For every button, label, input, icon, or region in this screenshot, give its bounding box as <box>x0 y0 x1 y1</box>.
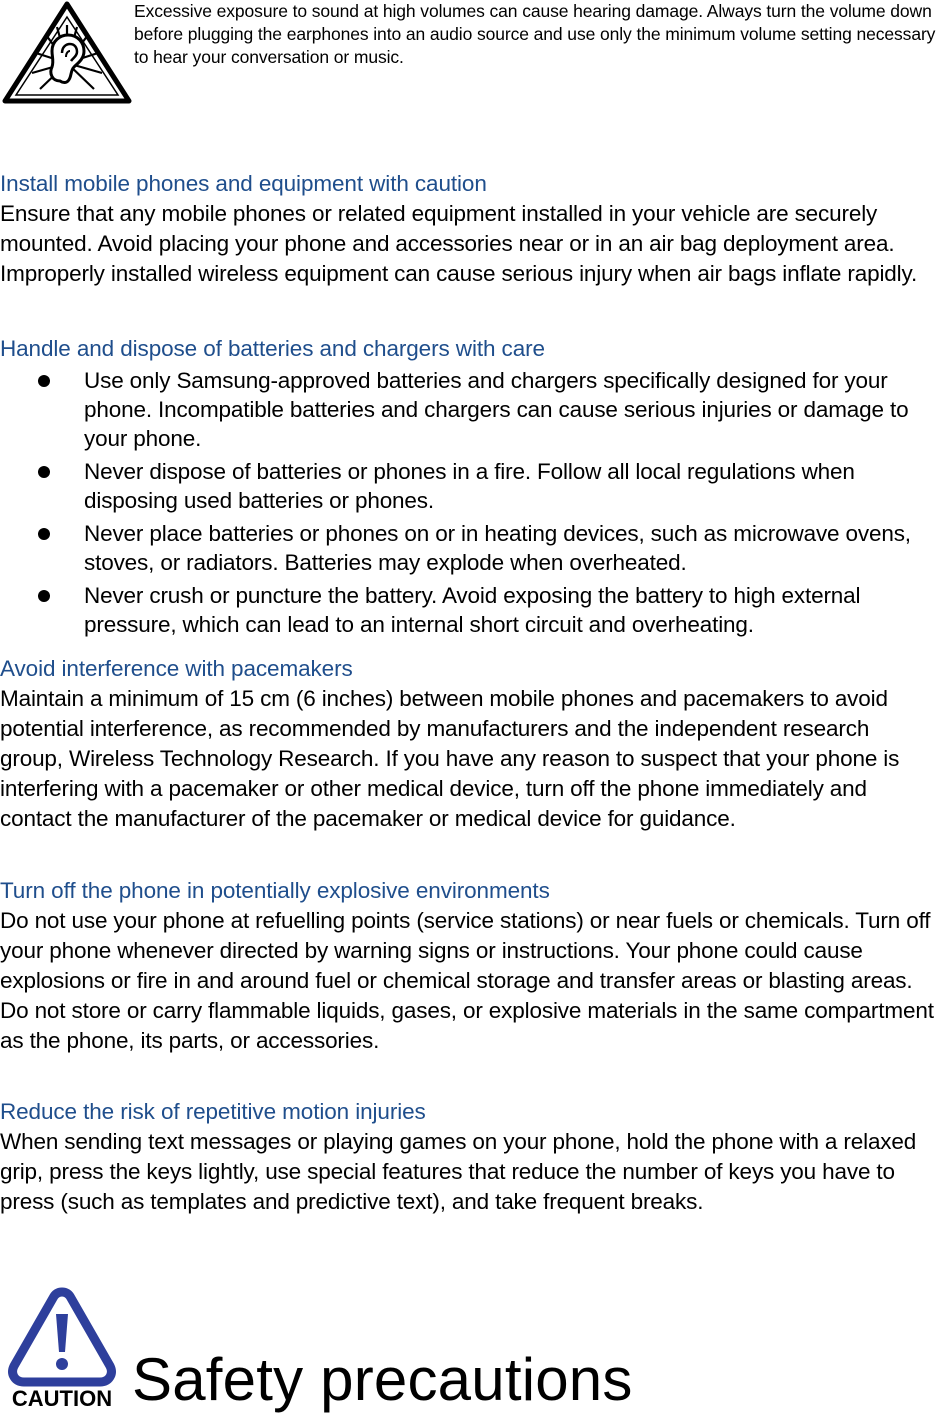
section-pacemakers <box>0 654 936 834</box>
caution-label: CAUTION <box>11 1386 113 1410</box>
list-item <box>0 581 936 639</box>
caution-icon <box>2 1286 122 1410</box>
section-heading: Install mobile phones and equipment with caution <box>0 171 487 196</box>
section-explosive-environments <box>0 876 936 1056</box>
hearing-warning-text <box>0 0 936 80</box>
list-item-text: Never place batteries or phones on or in heating devices, such as microwave ovens, stoves, or radiators. Batteries may explode when overheated. <box>84 521 911 575</box>
section-batteries <box>0 334 936 643</box>
list-item-text: Never dispose of batteries or phones in a fire. Follow all local regulations when disposing used batteries or phones. <box>84 459 855 513</box>
section-heading: Handle and dispose of batteries and chargers with care <box>0 336 545 361</box>
section-heading: Reduce the risk of repetitive motion injuries <box>0 1099 426 1124</box>
section-repetitive-motion <box>0 1097 936 1217</box>
section-heading: Turn off the phone in potentially explosive environments <box>0 878 550 903</box>
list-item <box>0 457 936 515</box>
bullet-icon <box>38 528 50 540</box>
section-body: Maintain a minimum of 15 cm (6 inches) between mobile phones and pacemakers to avoid potential interference, as recommended by manufacturers and the independent research group, Wireless Technology Research. If you have any reason to suspect that your phone is interfering with a pacemaker or other medical device, turn off the phone immediately and contact the manufacturer of the pacemaker or medical device for guidance. <box>0 686 900 831</box>
list-item-text: Never crush or puncture the battery. Avoid exposing the battery to high external pressure, which can lead to an internal short circuit and overheating. <box>84 583 861 637</box>
section-body: Do not use your phone at refuelling points (service stations) or near fuels or chemicals. Turn off your phone whenever directed by warning signs or instructions. Your phone could cause explosions or fire in and around fuel or chemical storage and transfer areas or blasting areas. Do not store or carry flammable liquids, gases, or explosive materials in the same compartment as the phone, its parts, or accessories. <box>0 908 934 1053</box>
battery-bullet-list <box>0 366 936 639</box>
section-body: Ensure that any mobile phones or related equipment installed in your vehicle are securely mounted. Avoid placing your phone and accessories near or in an air bag deployment area. Improperly installed wireless equipment can cause serious injury when air bags inflate rapidly. <box>0 201 918 286</box>
section-heading: Avoid interference with pacemakers <box>0 656 353 681</box>
list-item-text: Use only Samsung-approved batteries and chargers specifically designed for your phone. Incompatible batteries and chargers can cause serious injuries or damage to your phone. <box>84 368 909 451</box>
hearing-warning-text-content: Excessive exposure to sound at high volumes can cause hearing damage. Always turn the volume down before plugging the earphones into an audio source and use only the minimum volume setting necessary to hear your conversation or music. <box>134 1 936 67</box>
bullet-icon <box>38 375 50 387</box>
bullet-icon <box>38 590 50 602</box>
section-body: When sending text messages or playing games on your phone, hold the phone with a relaxed grip, press the keys lightly, use special features that reduce the number of keys you have to press (such as templates and predictive text), and take frequent breaks. <box>0 1129 917 1214</box>
list-item <box>0 366 936 453</box>
section-install-equipment <box>0 169 936 289</box>
bullet-icon <box>38 466 50 478</box>
page-title: Safety precautions <box>132 1346 633 1413</box>
list-item <box>0 519 936 577</box>
